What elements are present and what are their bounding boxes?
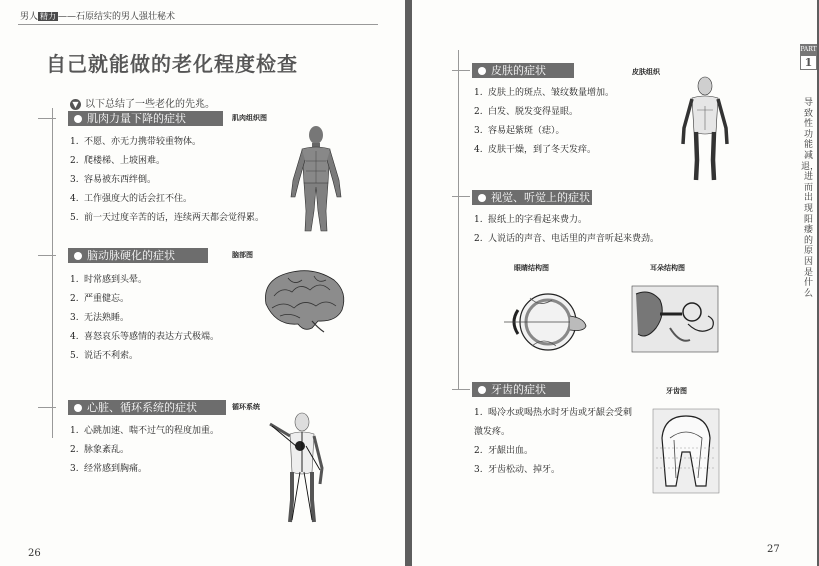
list-item: 1. 喝冷水或喝热水时牙齿或牙龈会受刺激发疼。 [474,408,633,437]
timeline-tick [38,255,56,256]
page-number: 27 [767,544,780,555]
list-item: 2. 白发、脱发变得显眼。 [474,107,579,117]
header-book: 男人 [20,12,39,22]
page-number: 26 [28,548,41,559]
section-title: 视觉、听觉上的症状 [491,191,590,204]
timeline-tick [38,407,56,408]
list-item: 3. 容易起紫斑（痣）。 [474,126,565,136]
muscle-figure-illustration [288,125,344,235]
intro-label: 以下总结了一些老化的先兆。 [85,99,215,110]
section-header-teeth [472,382,570,397]
ear-structure-illustration [630,284,720,354]
timeline-tick [452,389,470,390]
timeline-tick [452,70,470,71]
list-item: 4. 喜怒哀乐等感情的表达方式极端。 [70,332,220,342]
list-item: 1. 心跳加速、喘不过气的程度加重。 [70,426,220,436]
figure-label: 牙齿图 [666,387,687,395]
left-page [0,0,405,566]
right-page [412,0,817,566]
cerebral-symptom-list [70,272,219,367]
timeline-tick [38,118,56,119]
bullet-icon [74,404,82,412]
list-item: 1. 皮肤上的斑点、皱纹数量增加。 [474,88,615,98]
list-item: 5. 前一天过度辛苦的话，连续两天都会觉得累。 [70,213,265,223]
list-item: 5. 说话不利索。 [70,351,139,361]
list-item: 2. 爬楼梯、上坡困难。 [70,156,166,166]
muscle-symptom-list [70,134,264,229]
brain-illustration [258,266,348,336]
list-item: 3. 容易被东西绊倒。 [70,175,157,185]
figure-label: 肌肉组织图 [232,114,267,122]
section-header-circulatory [68,400,226,415]
intro-text [70,95,215,110]
timeline-line [458,50,459,390]
section-header-skin [472,63,574,78]
list-item: 1. 不愿、亦无力携带较重物体。 [70,137,202,147]
header-rule [18,24,378,25]
list-item: 2. 牙龈出血。 [474,446,534,456]
skin-symptom-list [474,85,614,161]
list-item: 4. 工作强度大的话会扛不住。 [70,194,193,204]
bullet-icon: ▼ [70,99,81,110]
timeline-line [52,108,53,438]
tooth-illustration [652,408,720,494]
section-header-muscle [68,111,223,126]
circulatory-system-illustration [262,410,332,525]
list-item: 4. 皮肤干燥，到了冬天发痒。 [474,145,597,155]
figure-label: 眼睛结构图 [514,264,549,272]
list-item: 3. 经常感到胸痛。 [70,464,148,474]
list-item: 3. 无法熟睡。 [70,313,130,323]
teeth-symptom-list [474,404,634,480]
section-title: 肌肉力量下降的症状 [87,112,186,125]
bullet-icon [74,115,82,123]
timeline-tick [452,196,470,197]
bullet-icon [478,194,486,202]
figure-label: 脑部图 [232,251,253,259]
section-title: 脑动脉硬化的症状 [87,249,175,262]
skin-figure-illustration [680,76,730,184]
header-box: 精力 [40,12,57,21]
figure-label: 皮肤组织 [632,68,660,76]
list-item: 1. 报纸上的字看起来费力。 [474,215,588,225]
page-title: 自己就能做的老化程度检查 [46,52,298,76]
section-header-cerebral-artery [68,248,208,263]
chapter-title-vertical: 导致性功能减退，进而出现阳痿的原因是什么 [801,98,819,299]
vision-hearing-symptom-list [474,212,659,250]
header-title: ——石原结实的男人强壮秘术 [58,12,176,22]
part-label: PART [800,46,817,53]
list-item: 2. 人说话的声音、电话里的声音听起来费劲。 [474,234,660,244]
list-item: 2. 脉象紊乱。 [70,445,130,455]
part-tab [800,44,817,70]
section-header-vision-hearing [472,190,592,205]
bullet-icon [74,252,82,260]
figure-label: 循环系统 [232,403,260,411]
list-item: 2. 严重健忘。 [70,294,130,304]
section-title: 皮肤的症状 [491,64,546,77]
list-item: 1. 时常感到头晕。 [70,275,148,285]
section-title: 牙齿的症状 [491,383,546,396]
list-item: 3. 牙齿松动、掉牙。 [474,465,561,475]
part-number: 1 [800,55,817,70]
running-header [20,9,175,22]
circulatory-symptom-list [70,423,219,480]
eye-structure-illustration [500,286,588,356]
bullet-icon [478,386,486,394]
figure-label: 耳朵结构图 [650,264,685,272]
section-title: 心脏、循环系统的症状 [87,401,197,414]
bullet-icon [478,67,486,75]
